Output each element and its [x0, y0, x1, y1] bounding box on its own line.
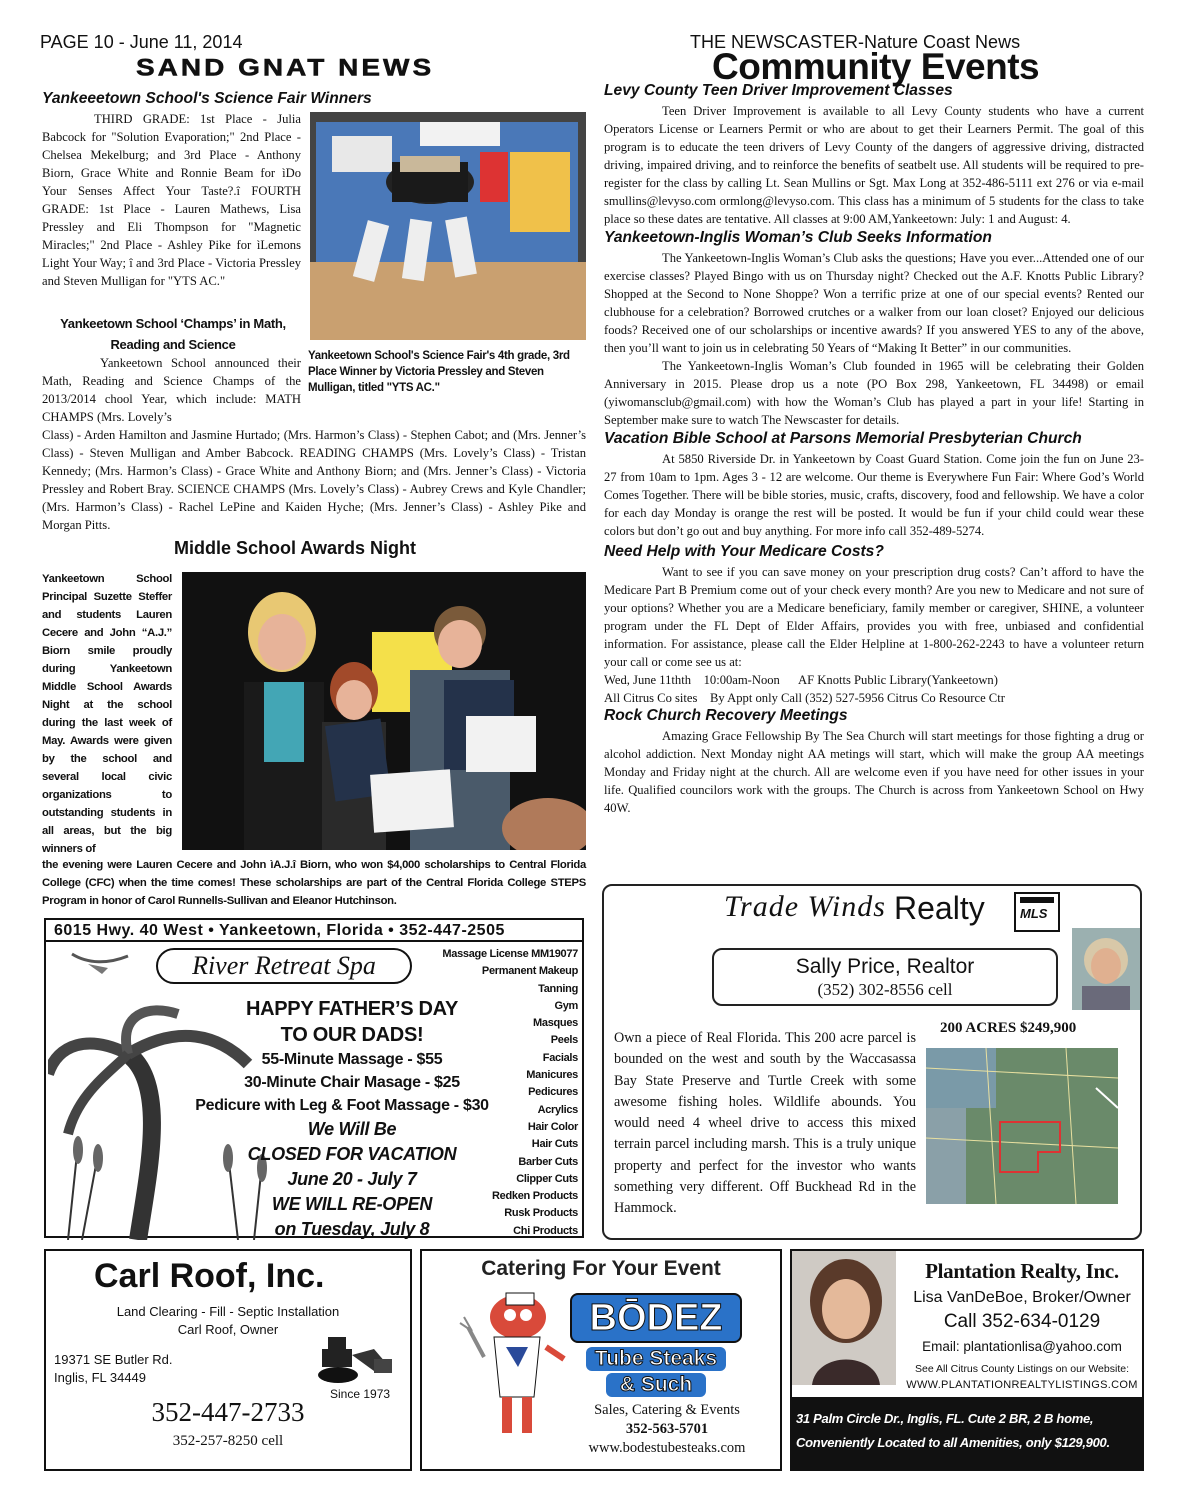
event-body: Amazing Grace Fellowship By The Sea Church will start meetings for those fighting a drug or alcohol addiction. Next Monday night AA metings will start, which will make the group AA meetings Monday and Friday night at the church. All are welcome even if you have need for other issues in your life. Qualified councilors work with the groups. The Church is across from Yankeetown School on Hwy 40W.	[604, 729, 1144, 815]
carl-roof-address	[54, 1351, 173, 1387]
spa-service: Gym	[554, 999, 578, 1012]
spa-service: Massage License MM19077	[442, 948, 578, 960]
awards-caption-side: Yankeetown School Principal Suzette Steffer and students Lauren Cecere and John “A.J.” Biorn smile proudly during Yankeetown Middle School Awards Night at the school during the last week of May. Awards were given by the school and several local civic organizations to outstanding students in all areas, but the big winners of	[42, 573, 172, 855]
event-body: All Citrus Co sites By Appt only Call (352) 527-5956 Citrus Co Resource Ctr	[604, 691, 1005, 705]
page-date: PAGE 10 - June 11, 2014	[40, 32, 243, 52]
spa-line: HAPPY FATHER’S DAY	[245, 998, 459, 1020]
bodez-sub: Sales, Catering & Events	[594, 1402, 740, 1418]
spa-service: Rusk Products	[504, 1207, 578, 1220]
event-body: Want to see if you can save money on your prescription drug costs? Can’t afford to have the Medicare Part B Premium come out of your check every month? Are you new to Medicare and not sure of your options? Whether you are a Medicare beneficiary, family member or caregiver, SHINE, a volunteer program under the FL Dept of Elder Affairs, provides you with free, unbiased and confidential information. For assistance, please call the Elder Helpline at 1-800-262-2243 to have a volunteer return your call or come see us at:	[604, 565, 1144, 669]
spa-service: Chi Products	[513, 1224, 578, 1237]
plantation-banner	[792, 1397, 1142, 1469]
bodez-phone: 352-563-5701	[625, 1421, 709, 1437]
spa-service: Masques	[533, 1017, 578, 1030]
carl-roof-services: Land Clearing - Fill - Septic Installation	[116, 1304, 340, 1319]
champs-title: Yankeetown School ‘Champs’ in Math, Reading and Science	[60, 316, 286, 352]
agent-box	[712, 948, 1058, 1006]
plantation-name: Plantation Realty, Inc.	[925, 1259, 1119, 1283]
spa-line: WE WILL RE-OPEN	[271, 1194, 433, 1214]
plantation-ad	[790, 1249, 1144, 1471]
bodez-logo-such: & Such	[606, 1373, 706, 1397]
bodez-logo-tube-steaks: Tube Steaks	[586, 1347, 726, 1371]
paper-name: THE NEWSCASTER-Nature Coast News	[690, 32, 1021, 52]
spa-line: TO OUR DADS!	[280, 1024, 424, 1046]
spa-service: Facials	[542, 1051, 578, 1064]
section-title-sand-gnat: SAND GNAT NEWS	[136, 54, 435, 81]
agent-phone: (352) 302-8556 cell	[817, 980, 953, 999]
spa-service: Tanning	[538, 982, 578, 995]
agent-photo	[1072, 928, 1140, 1010]
science-fair-title: Yankeeetown School's Science Fair Winners	[42, 90, 372, 107]
plantation-banner-line: Conveniently Located to all Amenities, only $129,900.	[796, 1435, 1110, 1450]
carl-roof-addr-line: Inglis, FL 34449	[54, 1370, 147, 1385]
spa-ad	[44, 918, 584, 1238]
spa-top-bar: 6015 Hwy. 40 West • Yankeetown, Florida • 352-447-2505	[46, 920, 582, 942]
champs-body-wide: Class) - Arden Hamilton and Jasmine Hurtado; (Mrs. Harmon’s Class) - Stephen Cabot; and (Mrs. Jenner’s Class) - Steven Mulligan and Amber Babcock. READING CHAMPS (Mrs. Lovely’s Class) - Tristan Kennedy; (Mrs. Harmon’s Class) - Grace White and Anthony Biorn; and (Mrs. Jenner’s Class) - Victoria Pressley and Robert Bray. SCIENCE CHAMPS (Mrs. Lovely’s Class) - Aubrey Crews and Kyle Chandler; (Mrs. Harmon’s Class) - Rachel LePine and Kaiden Hyche; (Mrs. Jenner’s Class) - Ashley Pike and Morgan Pitts.	[42, 428, 586, 532]
bodez-logo	[570, 1293, 742, 1343]
spa-line: Pedicure with Leg & Foot Massage - $30	[195, 1097, 489, 1114]
mls-logo	[1014, 892, 1060, 932]
spa-service: Pedicures	[528, 1086, 578, 1099]
event-body: The Yankeetown-Inglis Woman’s Club founded in 1965 will be celebrating their Golden Anniversary in 2015. Please drop us a note (PO Box 298, Yankeetown, FL 34498) or email (yiwomansclub@gmail.com) with how the Woman’s Club has played a part in your life! Starting in September make sure to watch The Newscaster for details.	[604, 359, 1144, 427]
acres-headline: 200 ACRES $249,900	[940, 1020, 1077, 1036]
spa-line: We Will Be	[307, 1119, 397, 1139]
carl-roof-name: Carl Roof, Inc.	[94, 1257, 325, 1295]
spa-service: Peels	[550, 1034, 578, 1047]
bodez-url: www.bodestubesteaks.com	[588, 1440, 746, 1456]
carl-roof-owner: Carl Roof, Owner	[177, 1322, 279, 1337]
carl-roof-since: Since 1973	[330, 1387, 391, 1401]
tradewinds-body: Own a piece of Real Florida. This 200 acre parcel is bounded on the west and south by the Waccasassa Bay State Preserve and Turtle Creek with some awesome fishing holes. Wildlife abounds. You would need 4 wheel drive to access this mixed terrain parcel including marsh. This is a truly unique property and perfect for the investor who wants something very different. Off Buckhead Rd in the Hammock.	[614, 1030, 916, 1217]
event-body: The Yankeetown-Inglis Woman’s Club asks the questions; Have you ever...Attended one of our exercise classes? Played Bingo with us on Thursday night? Checked out the A.F. Knotts Public Library? Shopped at the Second to None Shoppe? Won a terrific prize at one of our special events? Rented our clubhouse for a celebration? Borrowed crutches or a walker from our loan closet? Enjoyed our delicious foods? Received one of our scholarships or incentive awards? If you answered YES to any of the above, then you’ll want to join us in celebrating 50 Years of “Making It Better” in our communities.	[604, 251, 1144, 355]
tradewinds-ad	[602, 884, 1142, 1240]
section-title-community-events: Community Events	[712, 46, 1040, 87]
events-column	[604, 82, 1144, 817]
event-body: Wed, June 11thth 10:00am-Noon AF Knotts Public Library(Yankeetown)	[604, 673, 998, 687]
event-title: Need Help with Your Medicare Costs?	[604, 543, 884, 560]
aerial-map	[926, 1048, 1118, 1204]
plantation-banner-line: 31 Palm Circle Dr., Inglis, FL. Cute 2 BR, 2 B home,	[796, 1411, 1094, 1426]
carl-roof-addr-line: 19371 SE Butler Rd.	[54, 1352, 173, 1367]
broker-photo	[792, 1251, 896, 1385]
mls-text: MLS	[1020, 906, 1048, 921]
event-title: Rock Church Recovery Meetings	[604, 707, 848, 724]
science-fair-photo-caption: Yankeetown School's Science Fair's 4th grade, 3rd Place Winner by Victoria Pressley and Steven Mulligan, titled "YTS AC."	[308, 350, 570, 394]
plantation-url: WWW.PLANTATIONREALTYLISTINGS.COM	[906, 1379, 1138, 1391]
event-body: At 5850 Riverside Dr. in Yankeetown by Coast Guard Station. Come join the fun on June 23-27 from 10am to 1pm. Ages 3 - 12 are welcome. Our theme is Everywhere Fun Fair: Where God’s World Comes Together. There will be bible stories, music, crafts, discovery, food and fellowship. We have a color for each day Monday is orange the rest will be posted. It would be fun if your child could wear these colors but don’t go out and buy anything. For more info call 352-489-5274.	[604, 452, 1144, 538]
bulldozer-icon	[314, 1331, 396, 1387]
tradewinds-logo: Trade Winds	[724, 890, 886, 923]
science-fair-photo	[310, 112, 586, 340]
science-fair-body: THIRD GRADE: 1st Place - Julia Babcock for "Solution Evaporation;" 2nd Place - Chelsea Mekelburg; and 3rd Place - Anthony Biorn, Grace White and Ronnie Beam for ìDo Your Senses Affect Your Taste?.î FOURTH GRADE: 1st Place - Lauren Mathews, Lisa Pressley and Eli Thompson for "Magnetic Miracles;" 2nd Place - Ashley Pike for ìLemons Light Your Way; î and 3rd Place - Victoria Pressley and Steven Mulligan for "YTS AC."	[42, 112, 301, 288]
awards-caption-bottom: the evening were Lauren Cecere and John ìA.J.î Biorn, who won $4,000 scholarships to Central Florida College (CFC) when the time comes! These scholarships are part of the Central Florida College STEPS Program in honor of Carol Runnells-Sullivan and Eleanor Hutchinson.	[42, 859, 586, 907]
tradewinds-realty-word: Realty	[894, 890, 985, 926]
spa-service: Clipper Cuts	[516, 1172, 578, 1185]
spa-service: Hair Color	[527, 1120, 578, 1133]
spa-services	[408, 946, 578, 1240]
spa-line: June 20 - July 7	[287, 1169, 417, 1189]
spa-line: on Tuesday, July 8	[274, 1219, 430, 1239]
spa-line: 55-Minute Massage - $55	[261, 1051, 443, 1068]
event-title: Vacation Bible School at Parsons Memorial Presbyterian Church	[604, 430, 1082, 447]
agent-name: Sally Price, Realtor	[795, 955, 975, 978]
spa-line: 30-Minute Chair Masage - $25	[244, 1074, 460, 1091]
plantation-see: See All Citrus County Listings on our Website:	[915, 1363, 1129, 1375]
bodez-ad	[420, 1249, 782, 1471]
bodez-headline: Catering For Your Event	[481, 1257, 721, 1280]
spa-service: Permanent Makeup	[481, 965, 578, 978]
carl-roof-ad	[44, 1249, 412, 1471]
spa-line: CLOSED FOR VACATION	[247, 1144, 457, 1164]
mls-bar	[1020, 897, 1054, 903]
spa-service: Hair Cuts	[531, 1138, 578, 1151]
event-body: Teen Driver Improvement is available to all Levy County students who have a current Operators License or Learners Permit or who are about to get their Learners Permit. The goal of this program is to educate the teen drivers of Levy County of the dangers of aggressive driving, distracted driving, impaired driving, and to reinforce the benefits of seatbelt use. All students will be required to pre-register for the class by calling Lt. Sean Mullins or Sgt. Max Long at 352-486-5111 ext 276 or via e-mail smullins@levyso.com ormlong@levyso.com. This class has a minimum of 5 students for the class to take place so these dates are tentative. All classes at 9:00 AM,Yankeetown: July: 1 and August: 4.	[604, 104, 1144, 226]
plantation-email: Email: plantationlisa@yahoo.com	[922, 1339, 1122, 1354]
spa-service: Manicures	[526, 1069, 578, 1082]
champs-body-narrow: Yankeetown School announced their Math, Reading and Science Champs of the 2013/2014 chool Year, which include: MATH CHAMPS (Mrs. Lovely’s	[42, 356, 301, 424]
bodez-logo-text: BŌDEZ	[589, 1297, 723, 1339]
carl-roof-phone: 352-447-2733	[151, 1397, 305, 1427]
spa-logo: River Retreat Spa	[156, 948, 412, 984]
plantation-phone: Call 352-634-0129	[943, 1311, 1101, 1332]
carl-roof-cell: 352-257-8250 cell	[172, 1433, 284, 1449]
event-title: Yankeetown-Inglis Woman’s Club Seeks Information	[604, 229, 992, 246]
spa-service: Redken Products	[492, 1190, 578, 1203]
awards-photo	[182, 572, 586, 850]
spa-service: Acrylics	[537, 1103, 578, 1116]
plantation-broker: Lisa VanDeBoe, Broker/Owner	[913, 1289, 1131, 1306]
event-title: Levy County Teen Driver Improvement Classes	[604, 82, 953, 99]
awards-title: Middle School Awards Night	[174, 538, 417, 558]
spa-service: Barber Cuts	[518, 1155, 578, 1168]
